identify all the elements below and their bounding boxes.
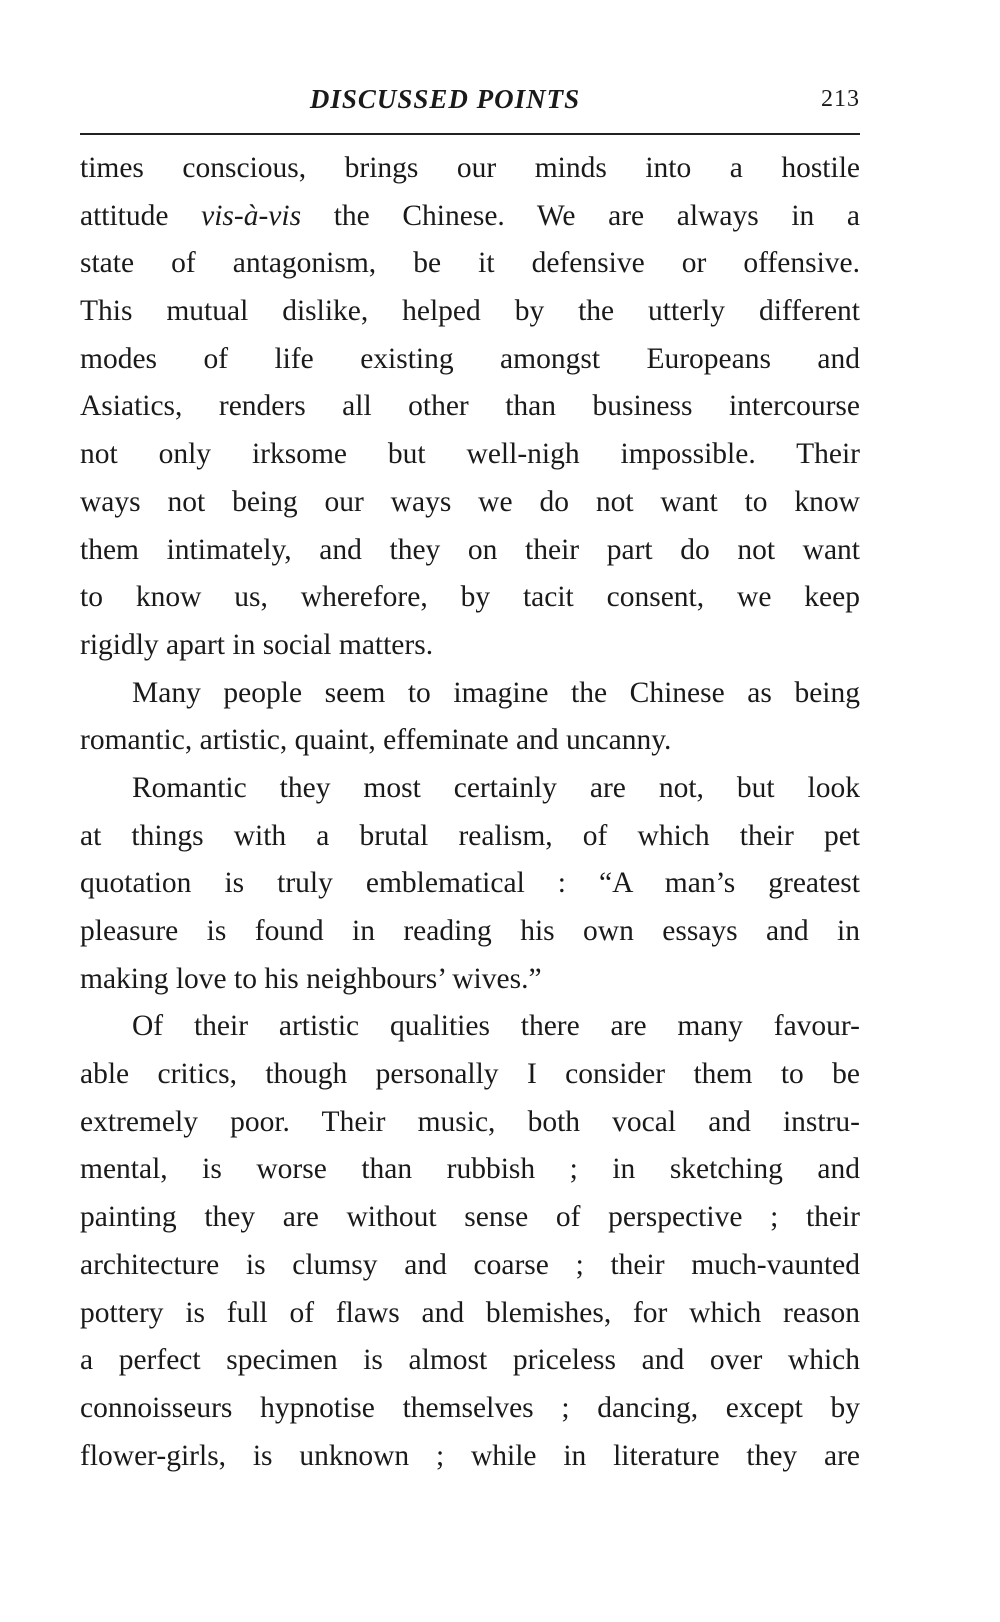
body-text — [80, 145, 860, 1480]
text-line: Romantic they most certainly are not, but look — [132, 771, 860, 804]
text-line: pottery is full of flaws and blemishes, for which reason — [80, 1296, 860, 1329]
text-line: rigidly apart in social matters. — [80, 628, 434, 661]
running-head — [80, 84, 860, 124]
text-line: Of their artistic qualities there are many favour- — [132, 1010, 860, 1043]
text-line: to know us, wherefore, by tacit consent, we keep — [80, 581, 860, 614]
text-line: This mutual dislike, helped by the utterly different — [80, 295, 860, 328]
text-line: making love to his neighbours’ wives.” — [80, 962, 542, 995]
text-line: flower-girls, is unknown ; while in literature they are — [80, 1439, 860, 1472]
text-line: able critics, though personally I consider them to be — [80, 1058, 860, 1091]
header-rule — [80, 133, 860, 135]
text-line: times conscious, brings our minds into a hostile — [80, 152, 860, 184]
text-line: ways not being our ways we do not want to know — [80, 485, 860, 518]
text-line: them intimately, and they on their part do not want — [80, 533, 860, 566]
text-line: architecture is clumsy and coarse ; their much-vaunted — [80, 1248, 860, 1281]
text-line: a perfect specimen is almost priceless and over which — [80, 1344, 860, 1377]
running-title: DISCUSSED POINTS — [309, 84, 581, 114]
page-number: 213 — [821, 86, 860, 112]
text-line: romantic, artistic, quaint, effeminate and uncanny. — [80, 724, 672, 757]
text-line: quotation is truly emblematical : “A man’s greatest — [80, 867, 860, 900]
text-line — [80, 193, 860, 241]
text-fragment: the Chinese. We are always in a — [301, 199, 860, 232]
text-line: connoisseurs hypnotise themselves ; dancing, except by — [80, 1391, 860, 1424]
text-line: not only irksome but well-nigh impossible. Their — [80, 438, 860, 471]
text-line: Asiatics, renders all other than business intercourse — [80, 390, 860, 423]
text-line: extremely poor. Their music, both vocal and instru- — [80, 1105, 860, 1138]
text-line: pleasure is found in reading his own essays and in — [80, 915, 860, 947]
italic-phrase: vis-à-vis — [201, 199, 302, 232]
text-line: Many people seem to imagine the Chinese as being — [132, 676, 860, 709]
text-line: painting they are without sense of perspective ; their — [80, 1201, 860, 1234]
text-line: at things with a brutal realism, of which their pet — [80, 819, 860, 852]
text-line: state of antagonism, be it defensive or offensive. — [80, 247, 860, 280]
text-line: modes of life existing amongst Europeans and — [80, 342, 860, 375]
text-fragment: attitude — [80, 199, 202, 232]
text-line: mental, is worse than rubbish ; in sketching and — [80, 1153, 860, 1186]
